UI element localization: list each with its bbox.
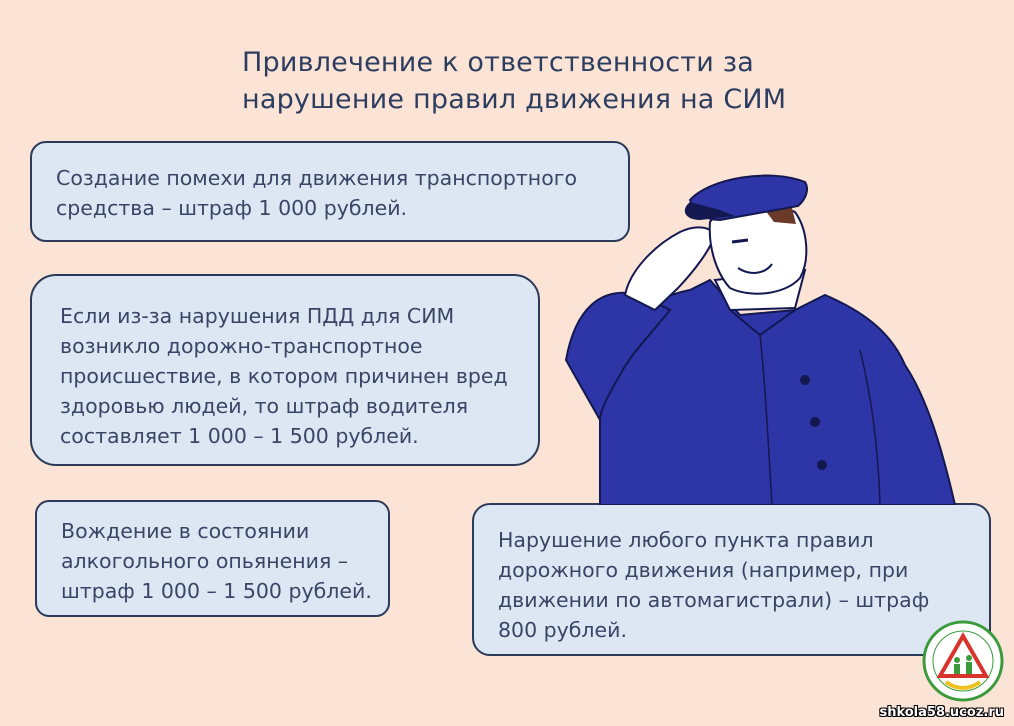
fine-card-accident: Если из-за нарушения ПДД для СИМ возникло дорожно-транспортное происшествие, в котором причинен вред здоровью людей, то штраф водителя составляет 1 000 – 1 500 рублей.: [30, 274, 540, 466]
fine-card-drunk-driving: Вождение в состоянии алкогольного опьянения – штраф 1 000 – 1 500 рублей.: [35, 500, 390, 617]
title-line-2: нарушение правил движения на СИМ: [242, 84, 787, 115]
fine-card-interference: Создание помехи для движения транспортного средства – штраф 1 000 рублей.: [30, 141, 630, 242]
site-watermark: shkola58.ucoz.ru: [879, 705, 1004, 720]
title-line-1: Привлечение к ответственности за: [242, 47, 755, 78]
road-safety-logo-icon: [922, 620, 1004, 702]
page-title: [242, 44, 802, 118]
saluting-officer-illustration: [560, 160, 970, 505]
fine-card-any-violation: Нарушение любого пункта правил дорожного движения (например, при движении по автомагистрали) – штраф 800 рублей.: [472, 503, 991, 656]
